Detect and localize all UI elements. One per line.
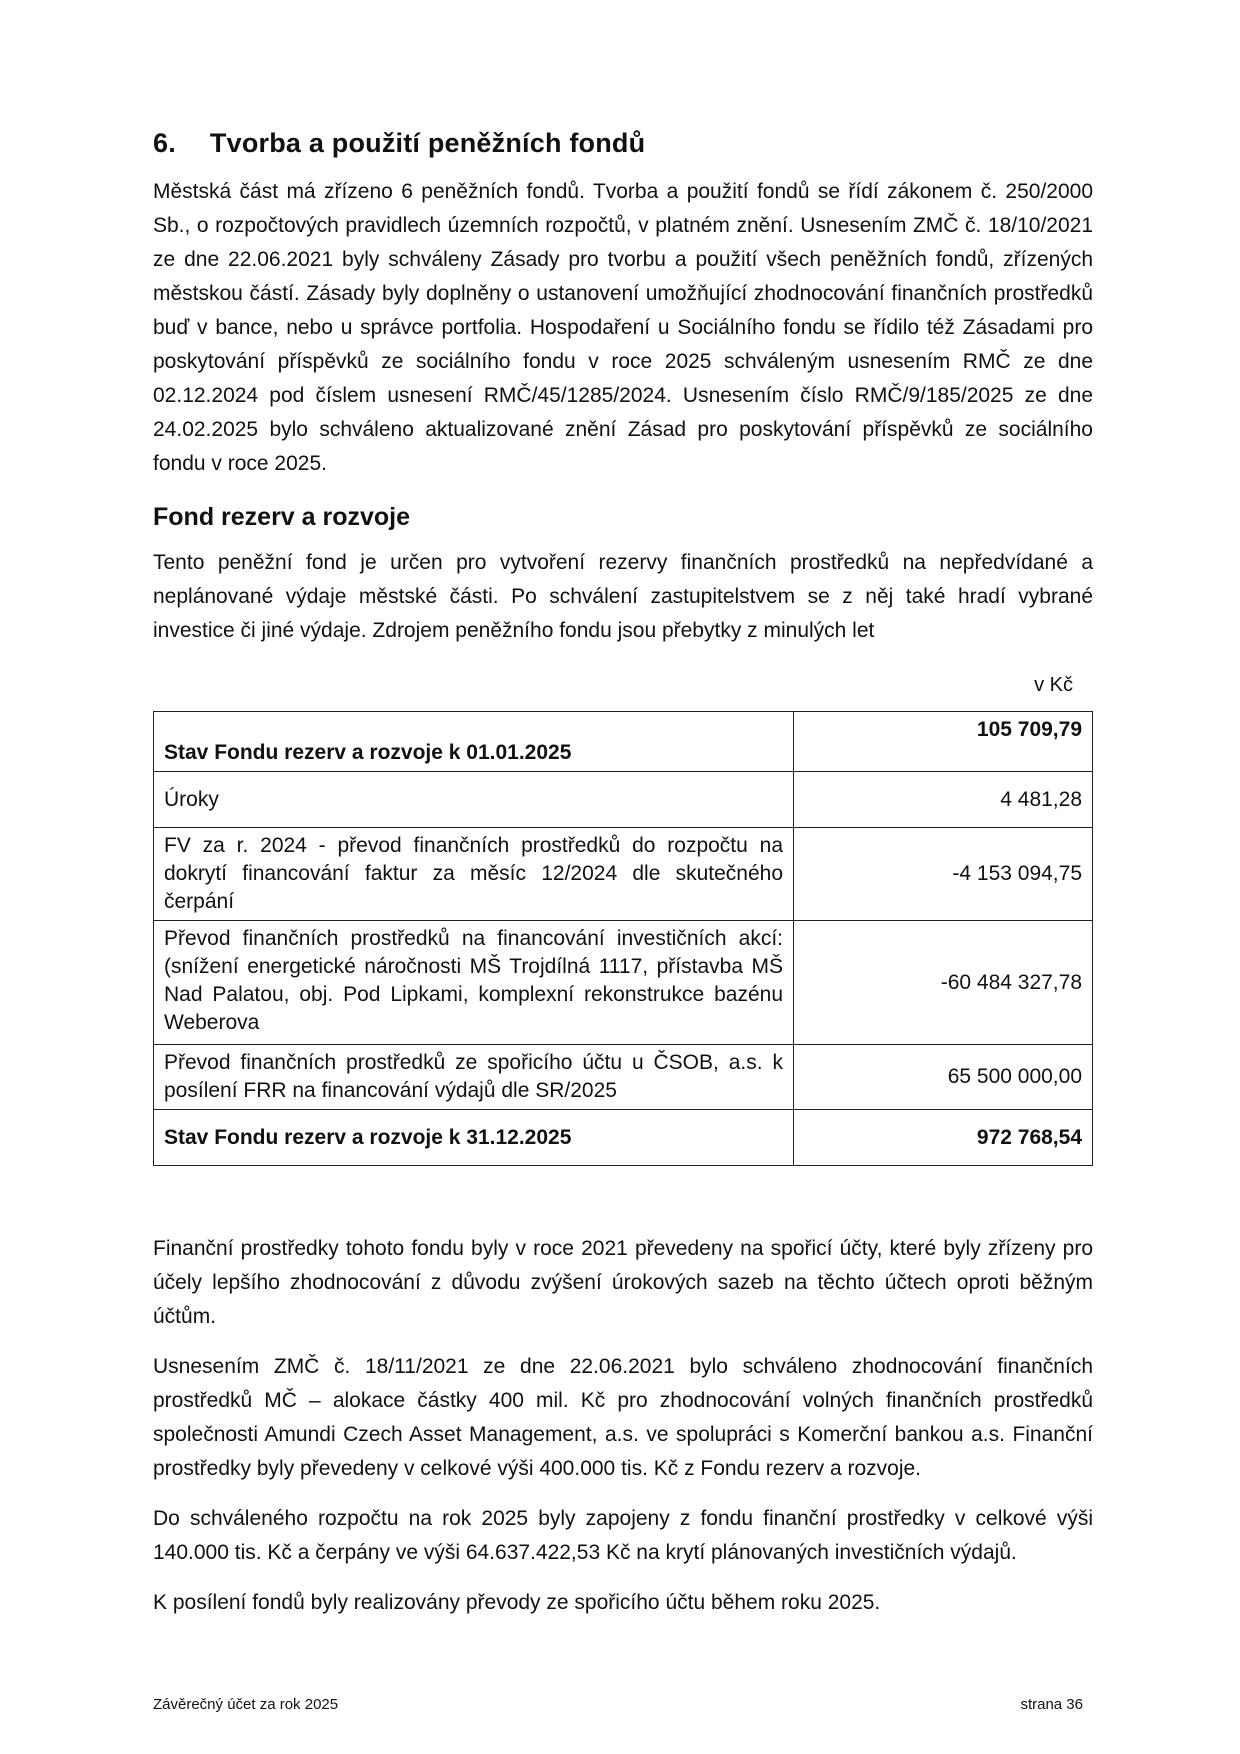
row-label: FV za r. 2024 - převod finančních prostředků do rozpočtu na dokrytí financování faktur za měsíc 12/2024 dle skutečného čerpání [154,828,794,921]
section-heading [153,128,1093,159]
row-amount: 65 500 000,00 [794,1045,1093,1110]
row-label: Stav Fondu rezerv a rozvoje k 01.01.2025 [154,712,794,772]
table-row [154,1045,1093,1110]
row-amount: 4 481,28 [794,772,1093,828]
table-row [154,772,1093,828]
row-label: Převod finančních prostředků ze spořicího účtu u ČSOB, a.s. k posílení FRR na financování výdajů dle SR/2025 [154,1045,794,1110]
table-row [154,1110,1093,1166]
table-row [154,921,1093,1045]
footer-document-title: Závěrečný účet za rok 2025 [153,1696,339,1713]
page-footer [153,1696,1083,1713]
fund-description: Tento peněžní fond je určen pro vytvoření rezervy finančních prostředků na nepředvídané a neplánované výdaje městské části. Po schválení zastupitelstvem se z něj také hradí vybrané investice či jiné výdaje. Zdrojem peněžního fondu jsou přebytky z minulých let [153,551,1093,642]
fund-table [153,711,1093,1166]
paragraph: Usnesením ZMČ č. 18/11/2021 ze dne 22.06.2021 bylo schváleno zhodnocování finančních prostředků MČ – alokace částky 400 mil. Kč pro zhodnocování volných finančních prostředků společnosti Amundi Czech Asset Management, a.s. ve spolupráci s Komerční bankou a.s. Finanční prostředky byly převedeny v celkové výši 400.000 tis. Kč z Fondu rezerv a rozvoje. [153,1355,1093,1480]
row-amount: 972 768,54 [794,1110,1093,1166]
row-label: Stav Fondu rezerv a rozvoje k 31.12.2025 [154,1110,794,1166]
table-row [154,712,1093,772]
row-amount: 105 709,79 [794,712,1093,772]
section-title: Tvorba a použití peněžních fondů [209,128,646,158]
fund-heading: Fond rezerv a rozvoje [153,503,411,531]
row-label: Převod finančních prostředků na financování investičních akcí: (snížení energetické náročnosti MŠ Trojdílná 1117, přístavba MŠ Nad Palatou, obj. Pod Lipkami, komplexní rekonstrukce bazénu Weberova [154,921,794,1045]
paragraph: K posílení fondů byly realizovány převody ze spořicího účtu během roku 2025. [153,1591,881,1614]
row-amount: -4 153 094,75 [794,828,1093,921]
footer-page-number: strana 36 [1020,1696,1083,1713]
table-row [154,828,1093,921]
document-page [153,128,1093,1636]
currency-unit: v Kč [1034,674,1073,696]
intro-paragraph: Městská část má zřízeno 6 peněžních fondů. Tvorba a použití fondů se řídí zákonem č. 250/2000 Sb., o rozpočtových pravidlech územních rozpočtů, v platném znění. Usnesením ZMČ č. 18/10/2021 ze dne 22.06.2021 byly schváleny Zásady pro tvorbu a použití všech peněžních fondů, zřízených městskou částí. Zásady byly doplněny o ustanovení umožňující zhodnocování finančních prostředků buď v bance, nebo u správce portfolia. Hospodaření u Sociálního fondu se řídilo též Zásadami pro poskytování příspěvků ze sociálního fondu v roce 2025 schváleným usnesením RMČ ze dne 02.12.2024 pod číslem usnesení RMČ/45/1285/2024. Usnesením číslo RMČ/9/185/2025 ze dne 24.02.2025 bylo schváleno aktualizované znění Zásad pro poskytování příspěvků ze sociálního fondu v roce 2025. [153,180,1093,475]
row-amount: -60 484 327,78 [794,921,1093,1045]
row-label: Úroky [154,772,794,828]
paragraph: Finanční prostředky tohoto fondu byly v roce 2021 převedeny na spořicí účty, které byly zřízeny pro účely lepšího zhodnocování z důvodu zvýšení úrokových sazeb na těchto účtech oproti běžným účtům. [153,1237,1093,1328]
paragraph: Do schváleného rozpočtu na rok 2025 byly zapojeny z fondu finanční prostředky v celkové výši 140.000 tis. Kč a čerpány ve výši 64.637.422,53 Kč na krytí plánovaných investičních výdajů. [153,1507,1093,1564]
section-number: 6. [153,128,176,158]
closing-paragraphs [153,1232,1093,1620]
